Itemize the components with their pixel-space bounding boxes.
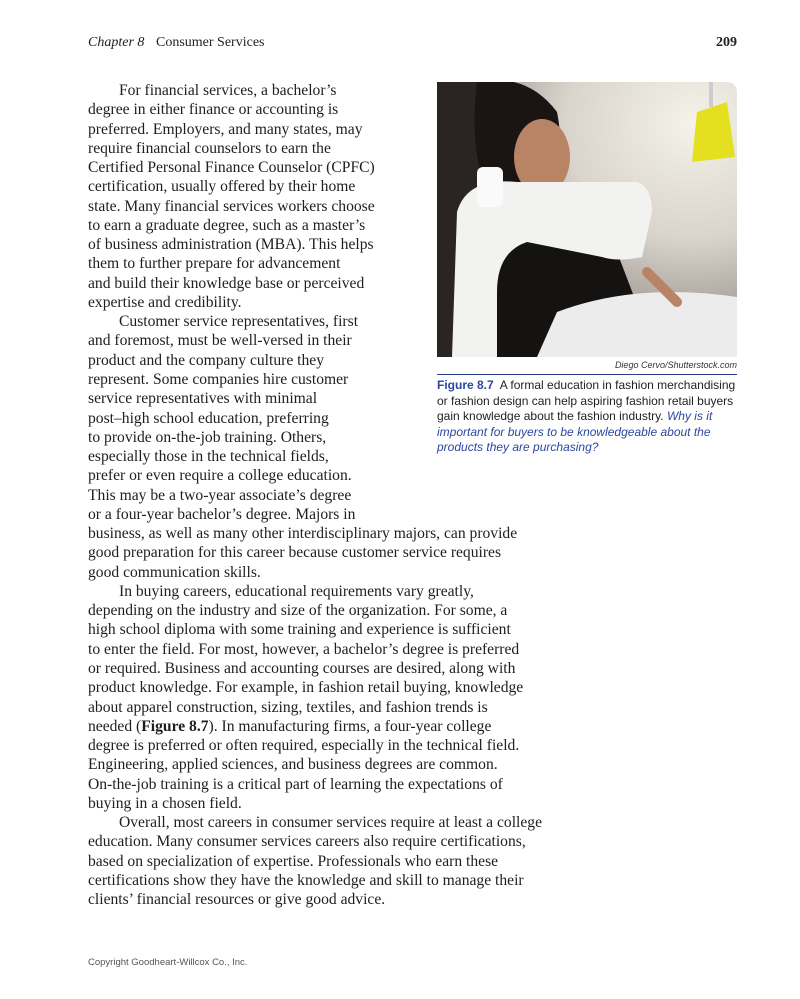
text-segment: and foremost, must be well-versed in their (88, 332, 352, 350)
text-line (88, 832, 542, 851)
text-segment: In buying careers, educational requirements vary greatly, (119, 582, 474, 600)
text-line (88, 890, 542, 909)
text-segment: and build their knowledge base or perceived (88, 274, 365, 292)
text-line (88, 582, 542, 601)
text-line (88, 736, 542, 755)
text-segment: expertise and credibility. (88, 293, 242, 311)
figure-caption (437, 378, 737, 456)
text-line (88, 505, 542, 524)
text-segment: On-the-job training is a critical part of learning the expectations of (88, 775, 503, 793)
text-line (88, 601, 542, 620)
text-segment: of business administration (MBA). This helps (88, 236, 374, 254)
text-line (88, 543, 542, 562)
text-line (88, 640, 542, 659)
text-segment: certifications show they have the knowledge and skill to manage their (88, 871, 524, 889)
text-line (88, 524, 542, 543)
figure-reference: Figure 8.7 (141, 717, 209, 735)
text-segment: or required. Business and accounting courses are desired, along with (88, 659, 516, 677)
text-segment: state. Many financial services workers choose (88, 197, 375, 215)
text-segment: degree is preferred or often required, especially in the technical field. (88, 737, 520, 755)
caption-text: A formal education in fashion merchandising or fashion design can help aspiring fashion retail buyers gain knowledge about the fashion industry. (437, 378, 736, 424)
text-line (88, 620, 542, 639)
caption-question: Why is it important for buyers to be knowledgeable about the products they are purchasing? (437, 409, 713, 455)
text-segment: about apparel construction, sizing, textiles, and fashion trends is (88, 698, 488, 716)
text-segment: especially those in the technical fields, (88, 448, 329, 466)
text-segment: high school diploma with some training and experience is sufficient (88, 621, 511, 639)
text-line (88, 466, 542, 485)
text-line (88, 717, 542, 736)
text-line (88, 871, 542, 890)
text-segment: good preparation for this career because customer service requires (88, 544, 502, 562)
text-segment: product knowledge. For example, in fashion retail buying, knowledge (88, 679, 524, 697)
text-line (88, 563, 542, 582)
text-segment: post–high school education, preferring (88, 409, 329, 427)
text-segment: certification, usually offered by their home (88, 178, 356, 196)
photo-credit: Diego Cervo/Shutterstock.com (614, 360, 737, 370)
text-segment: to earn a graduate degree, such as a master’s (88, 216, 366, 234)
text-segment: preferred. Employers, and many states, may (88, 120, 363, 138)
text-segment: Engineering, applied sciences, and business degrees are common. (88, 756, 498, 774)
text-segment: For financial services, a bachelor’s (119, 82, 337, 99)
text-line (88, 486, 542, 505)
text-line (88, 698, 542, 717)
text-segment: to provide on-the-job training. Others, (88, 428, 327, 446)
text-segment: service representatives with minimal (88, 390, 318, 408)
text-line (88, 755, 542, 774)
figure-label: Figure 8.7 (437, 378, 494, 392)
text-segment: represent. Some companies hire customer (88, 370, 349, 388)
text-segment: clients’ financial resources or give good advice. (88, 891, 386, 909)
caption-rule (437, 374, 737, 375)
text-segment: good communication skills. (88, 563, 261, 581)
text-segment: This may be a two-year associate’s degree (88, 486, 352, 504)
text-segment: or a four-year bachelor’s degree. Majors in (88, 505, 356, 523)
text-line (88, 852, 542, 871)
chapter-title: Consumer Services (156, 35, 265, 50)
text-segment: education. Many consumer services careers also require certifications, (88, 833, 526, 851)
text-segment: business, as well as many other interdisciplinary majors, can provide (88, 525, 518, 543)
text-line (88, 678, 542, 697)
page-number: 209 (716, 35, 737, 50)
text-segment: needed ( (88, 717, 142, 735)
text-segment: prefer or even require a college education. (88, 467, 352, 485)
text-line (88, 813, 542, 832)
text-segment: them to further prepare for advancement (88, 255, 341, 273)
figure-photo-sewing-machine (437, 82, 737, 357)
text-segment: buying in a chosen field. (88, 794, 242, 812)
text-segment: product and the company culture they (88, 351, 324, 369)
text-segment: Customer service representatives, first (119, 313, 359, 331)
text-segment: to enter the field. For most, however, a bachelor’s degree is preferred (88, 640, 520, 658)
text-segment: Certified Personal Finance Counselor (CPFC) (88, 159, 375, 177)
text-segment: Overall, most careers in consumer services require at least a college (119, 814, 543, 832)
text-line (88, 775, 542, 794)
text-segment: degree in either finance or accounting is (88, 101, 339, 119)
text-segment: depending on the industry and size of the organization. For some, a (88, 602, 508, 620)
text-segment: ). In manufacturing firms, a four-year college (208, 717, 492, 735)
text-line (88, 659, 542, 678)
chapter-label: Chapter 8 (88, 35, 145, 50)
copyright-footer: Copyright Goodheart-Willcox Co., Inc. (88, 957, 248, 968)
text-segment: based on specialization of expertise. Professionals who earn these (88, 852, 499, 870)
text-segment: require financial counselors to earn the (88, 139, 331, 157)
text-line (88, 794, 542, 813)
